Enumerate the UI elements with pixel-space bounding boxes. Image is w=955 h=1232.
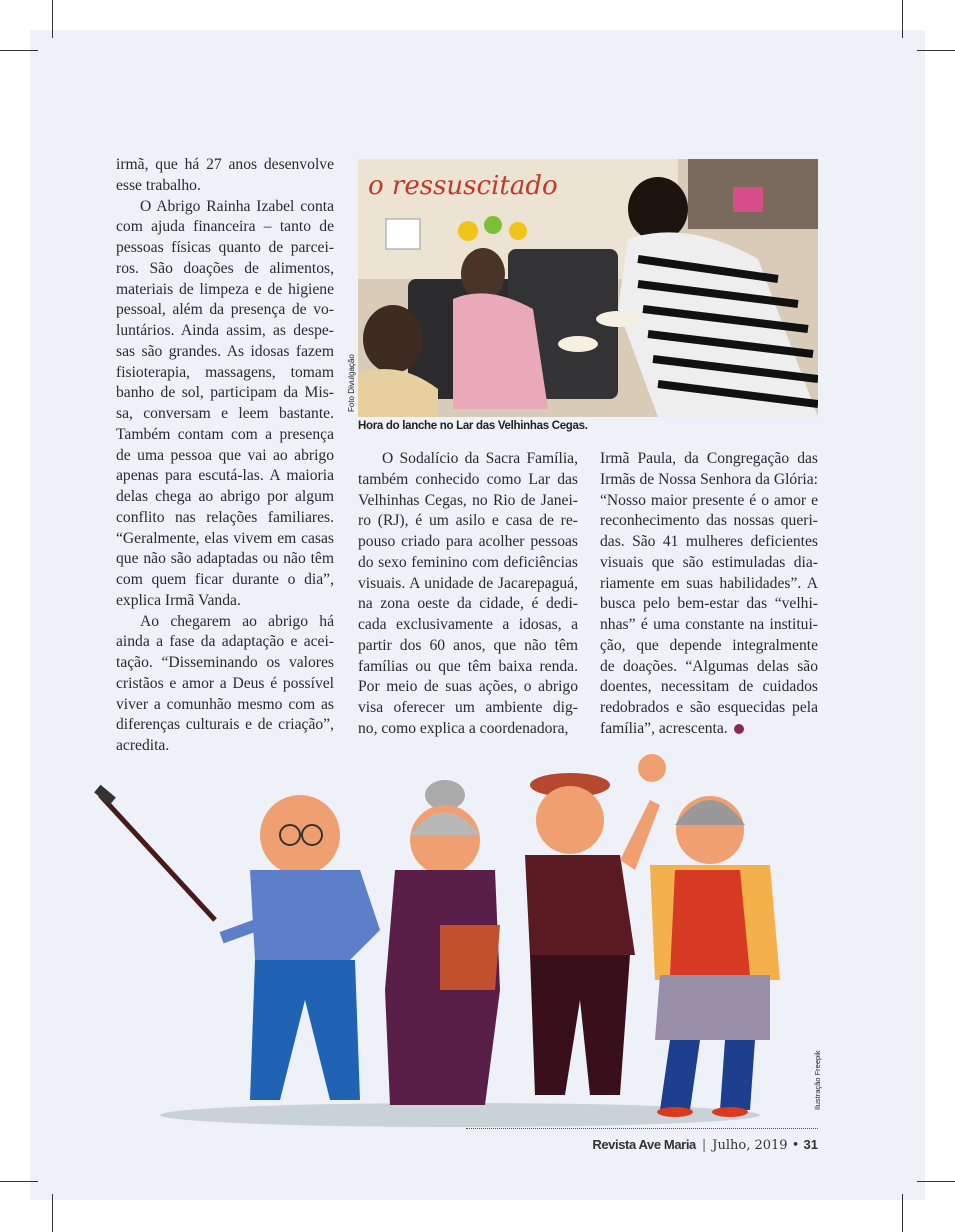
text-line-content: pessoal, além da presença de vo- [116, 301, 334, 319]
issue-date: Julho, 2019 [712, 1138, 788, 1153]
text-line-content: visa oferecer um ambiente dig- [358, 699, 578, 716]
text-line-content: famílias ou que têm baixa renda. [358, 657, 578, 675]
text-line [600, 574, 818, 595]
crop-mark [902, 0, 903, 38]
text-line [116, 466, 334, 487]
text-line [600, 636, 818, 657]
text-line-content: sa, conversam e leem bastante. [116, 405, 334, 422]
text-line [116, 446, 334, 467]
text-line [358, 449, 578, 470]
text-line [600, 470, 818, 491]
text-line-content: O Sodalício da Sacra Família, [382, 450, 578, 467]
text-line [116, 612, 334, 633]
magazine-name: Revista Ave Maria [592, 1137, 696, 1152]
text-line-content: também conhecido como Lar das [358, 470, 578, 488]
text-line [116, 363, 334, 384]
text-line-content: delas chega ao abrigo por algum [116, 488, 334, 505]
text-column-3 [600, 449, 818, 740]
text-line-content: tação. “Disseminando os valores [116, 654, 334, 671]
text-line [116, 300, 334, 321]
text-line-content: “Geralmente, elas vivem em casas [116, 529, 334, 547]
text-line [358, 677, 578, 698]
text-line [358, 615, 578, 636]
text-line [600, 657, 818, 678]
text-column-2 [358, 449, 578, 740]
crop-mark [917, 1181, 955, 1182]
text-line [116, 632, 334, 653]
text-line-content: pessoas físicas quanto de parcei- [116, 239, 334, 256]
text-line [358, 532, 578, 553]
wall-sign-text: o ressuscitado [368, 171, 558, 201]
text-line-content: diferenças culturais e de criação”, [116, 716, 334, 734]
text-line-content: de uma pessoa que vai ao abrigo [116, 446, 334, 464]
footer-bullet: • [791, 1138, 800, 1153]
text-line-content: partir dos 60 anos, que não têm [358, 636, 578, 654]
text-line [116, 570, 334, 591]
text-line-content: ção, que depende integralmente [600, 636, 818, 654]
page-footer: Revista Ave Maria | Julho, 2019 • 31 [592, 1137, 818, 1153]
text-line-content: Irmã Paula, da Congregação das [600, 450, 818, 467]
text-line [116, 425, 334, 446]
text-line [358, 491, 578, 512]
text-line-content: na zona oeste da cidade, é dedi- [358, 595, 578, 613]
text-line [358, 574, 578, 595]
text-line-content: ro (RJ), é um asilo e casa de re- [358, 512, 578, 530]
text-line [358, 636, 578, 657]
crop-mark [917, 50, 955, 51]
text-line [358, 594, 578, 615]
footer-divider [466, 1128, 818, 1129]
crop-mark [902, 1194, 903, 1232]
text-line [116, 715, 334, 736]
text-line-content: esse trabalho. [116, 176, 201, 194]
text-line-content: do sexo feminino com deficiências [358, 553, 578, 571]
text-line [600, 615, 818, 636]
photo-caption: Hora do lanche no Lar das Velhinhas Cegas. [358, 420, 588, 432]
text-line-content: riamente em suas habilidades”. A [600, 574, 818, 592]
text-line-content: banho de sol, participam da Mis- [116, 384, 334, 402]
text-line-content: Também contam com a presença [116, 425, 334, 443]
photo-snack-time [358, 159, 818, 417]
text-line-content: irmã, que há 27 anos desenvolve [116, 156, 334, 173]
text-column-1 [116, 155, 334, 757]
crop-mark [0, 50, 38, 51]
text-line-content: Por meio de suas ações, o abrigo [358, 678, 578, 696]
text-line-content: ainda a fase da adaptação e acei- [116, 633, 334, 651]
text-line [116, 404, 334, 425]
text-line-content: redobrados e são esquecidas pela [600, 699, 818, 716]
text-line [116, 176, 334, 197]
flower-decoration-icon [458, 221, 478, 241]
text-line-content: cada exclusivamente a idosas, a [358, 616, 578, 633]
text-line [358, 657, 578, 678]
crop-mark [52, 0, 53, 38]
text-line [116, 653, 334, 674]
text-line-content: reconhecimento das nossas queri- [600, 512, 818, 530]
text-line [600, 677, 818, 698]
text-line [116, 238, 334, 259]
text-line [116, 549, 334, 570]
illustration-credit: Ilustração Freepik [813, 1050, 822, 1110]
text-line-content: O Abrigo Rainha Izabel conta [140, 197, 334, 215]
text-line-content: luntários. Ainda assim, as despe- [116, 322, 334, 339]
text-line-content: família”, acrescenta. [600, 719, 728, 737]
crop-mark [52, 1194, 53, 1232]
elderly-friends-illustration [90, 740, 830, 1130]
text-line [600, 449, 818, 470]
text-line-content: conflito nas relações familiares. [116, 508, 334, 526]
text-line [600, 511, 818, 532]
crop-mark [0, 1181, 38, 1182]
text-line [358, 698, 578, 719]
text-line [116, 487, 334, 508]
text-line [116, 674, 334, 695]
text-line-content: viver a comunhão mesmo com as [116, 695, 334, 713]
text-line-content: cristãos e amor a Deus é possível [116, 674, 334, 692]
end-of-article-dot-icon [734, 724, 744, 734]
text-line [116, 259, 334, 280]
text-line [116, 155, 334, 176]
text-line-content: que não são adaptadas ou não têm [116, 550, 334, 568]
text-line [116, 695, 334, 716]
text-line [116, 280, 334, 301]
text-line [600, 491, 818, 512]
text-line [358, 553, 578, 574]
text-line [600, 594, 818, 615]
text-line [358, 511, 578, 532]
text-line-content: explica Irmã Vanda. [116, 591, 241, 609]
flower-decoration-icon [484, 216, 502, 234]
photo-credit: Foto Divulgação [347, 354, 356, 412]
text-line-content: sas são grandes. As idosas fazem [116, 342, 334, 360]
text-line [116, 197, 334, 218]
text-line [116, 321, 334, 342]
text-line-content: visuais. A unidade de Jacarepaguá, [358, 574, 578, 592]
text-line [358, 719, 578, 740]
flower-decoration-icon [509, 222, 527, 240]
page-number: 31 [803, 1137, 818, 1152]
text-line [600, 532, 818, 553]
text-line [600, 719, 818, 740]
text-line-content: Velhinhas Cegas, no Rio de Janei- [358, 491, 578, 509]
text-line-content: materiais de limpeza e de higiene [116, 280, 334, 298]
text-line-content: pouso criado para acolher pessoas [358, 533, 578, 550]
text-line [116, 508, 334, 529]
text-line [116, 591, 334, 612]
text-line-content: com quem ficar durante o dia”, [116, 571, 334, 588]
text-line-content: Irmãs de Nossa Senhora da Glória: [600, 470, 818, 488]
text-line-content: doentes, necessitam de cuidados [600, 678, 818, 696]
text-line [116, 383, 334, 404]
text-line-content: “Nosso maior presente é o amor e [600, 491, 818, 509]
text-line-content: acredita. [116, 737, 170, 754]
text-line [358, 470, 578, 491]
text-line [600, 553, 818, 574]
text-line-content: ros. São doações de alimentos, [116, 259, 334, 277]
text-line-content: Ao chegarem ao abrigo há [140, 612, 334, 630]
text-line-content: com ajuda financeira – tanto de [116, 218, 334, 236]
text-line-content: nhas” é uma constante na institui- [600, 616, 818, 633]
text-line-content: visuais que são estimuladas dia- [600, 553, 818, 571]
text-line-content: apenas para escutá-las. A maioria [116, 467, 334, 485]
text-line-content: das. São 41 mulheres deficientes [600, 533, 818, 550]
text-line-content: de doações. “Algumas delas são [600, 657, 818, 675]
text-line [600, 698, 818, 719]
text-line-content: no, como explica a coordenadora, [358, 719, 569, 737]
text-line [116, 217, 334, 238]
text-line [116, 342, 334, 363]
text-line-content: fisioterapia, massagens, tomam [116, 363, 334, 381]
text-line [116, 529, 334, 550]
text-line-content: busca pelo bem-estar das “velhi- [600, 595, 818, 613]
